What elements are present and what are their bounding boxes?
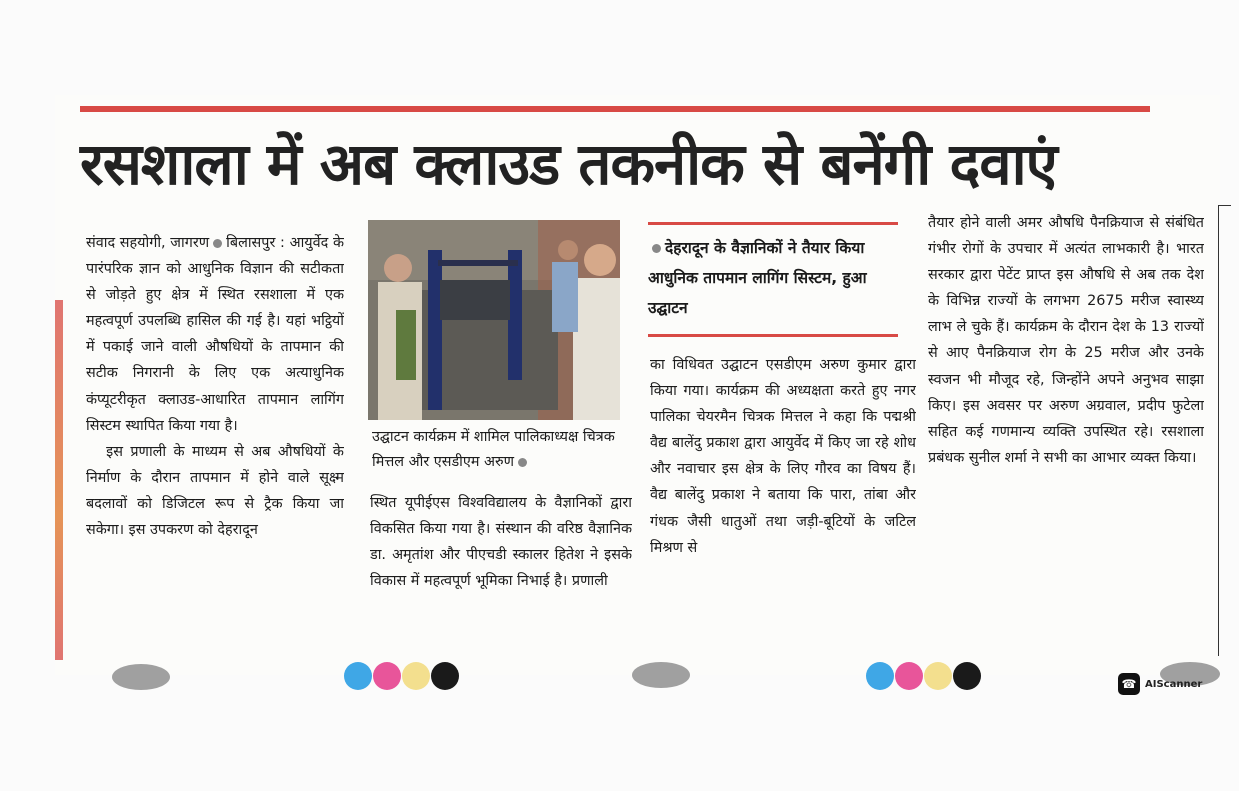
registration-dot-yellow (402, 662, 430, 690)
scan-smudge (112, 664, 170, 690)
photo-illustration (368, 220, 620, 420)
pullquote-rule-bottom (648, 334, 898, 337)
bullet-icon (213, 239, 222, 248)
pullquote (648, 233, 908, 323)
paragraph: आयुर्वेद के पारंपरिक ज्ञान को आधुनिक विज्ञान की सटीकता से जोड़ते हुए क्षेत्र में स्थित रसशाला में एक महत्वपूर्ण उपलब्धि हासिल की गई है। यहां भट्ठियों में पकाई जाने वाली औषधियों के तापमान की सटीक निगरानी के लिए एक अत्याधुनिक कंप्यूटरीकृत क्लाउड-आधारित तापमान लागिंग सिस्टम स्थापित किया गया है। (86, 235, 344, 434)
pullquote-text: देहरादून के वैज्ञानिकों ने तैयार किया आधुनिक तापमान लागिंग सिस्टम, हुआ उद्घाटन (648, 239, 867, 317)
byline-place: बिलासपुर : (226, 235, 285, 251)
registration-dot-cyan (866, 662, 894, 690)
registration-dot-yellow (924, 662, 952, 690)
scanner-label: AIScanner (1145, 678, 1203, 690)
scanner-watermark (1118, 671, 1202, 697)
registration-dot-black (953, 662, 981, 690)
paragraph: स्थित यूपीईएस विश्वविद्यालय के वैज्ञानिकों द्वारा विकसित किया गया है। संस्थान की वरिष्ठ वैज्ञानिक डा. अमृतांश और पीएचडी स्कालर हितेश ने इसके विकास में महत्वपूर्ण भूमिका निभाई है। प्रणाली (370, 495, 632, 590)
paragraph: इस प्रणाली के माध्यम से अब औषधियों के निर्माण के दौरान तापमान में होने वाले सूक्ष्म बदलावों को डिजिटल रूप से ट्रैक किया जा सकेगा। इस उपकरण को देहरादून (86, 443, 344, 539)
bullet-icon (518, 458, 527, 467)
headline-rule (80, 106, 1150, 112)
bullet-icon (652, 244, 661, 253)
article-column-3 (650, 352, 916, 662)
column-bracket (1218, 205, 1231, 656)
photo-caption (372, 425, 630, 483)
registration-dot-black (431, 662, 459, 690)
pullquote-rule-top (648, 222, 898, 225)
article-column-2 (370, 490, 632, 660)
scan-smudge (632, 662, 690, 688)
registration-dot-cyan (344, 662, 372, 690)
caption-text: उद्घाटन कार्यक्रम में शामिल पालिकाध्यक्ष चित्रक मित्तल और एसडीएम अरुण (372, 429, 615, 470)
article-column-4 (928, 210, 1204, 660)
headline: रसशाला में अब क्लाउड तकनीक से बनेंगी दवाएं (80, 130, 1057, 198)
paragraph: का विधिवत उद्घाटन एसडीएम अरुण कुमार द्वारा किया गया। कार्यक्रम की अध्यक्षता करते हुए नगर पालिका चेयरमैन चित्रक मित्तल ने कहा कि पद्मश्री वैद्य बालेंदु प्रकाश द्वारा आयुर्वेद में किए जा रहे शोध और नवाचार इस क्षेत्र के लिए गौरव का विषय हैं। वैद्य बालेंदु प्रकाश ने बताया कि पारा, तांबा और गंधक जैसी धातुओं तथा जड़ी-बूटियों के जटिल मिश्रण से (650, 357, 916, 556)
registration-dot-magenta (373, 662, 401, 690)
scanner-logo-icon: ☎ (1118, 673, 1140, 695)
page-edge-strip (55, 300, 63, 660)
byline-author: संवाद सहयोगी, जागरण (86, 235, 210, 251)
paragraph: तैयार होने वाली अमर औषधि पैनक्रियाज से संबंधित गंभीर रोगों के उपचार में अत्यंत लाभकारी है। भारत सरकार द्वारा पेटेंट प्राप्त इस औषधि से अब तक देश के विभिन्न राज्यों के लगभग 2675 मरीज स्वास्थ्य लाभ ले चुके हैं। कार्यक्रम के दौरान देश के 13 राज्यों से आए पैनक्रियाज रोग के 25 मरीज और उनके स्वजन भी मौजूद रहे, जिन्होंने अपने अनुभव साझा किए। इस अवसर पर अरुण अग्रवाल, प्रदीप फुटेला सहित कई गणमान्य व्यक्ति उपस्थित रहे। रसशाला प्रबंधक सुनील शर्मा ने सभी का आभार व्यक्त किया। (928, 215, 1204, 466)
registration-dot-magenta (895, 662, 923, 690)
event-photo (368, 220, 620, 420)
article-column-1 (86, 230, 344, 660)
